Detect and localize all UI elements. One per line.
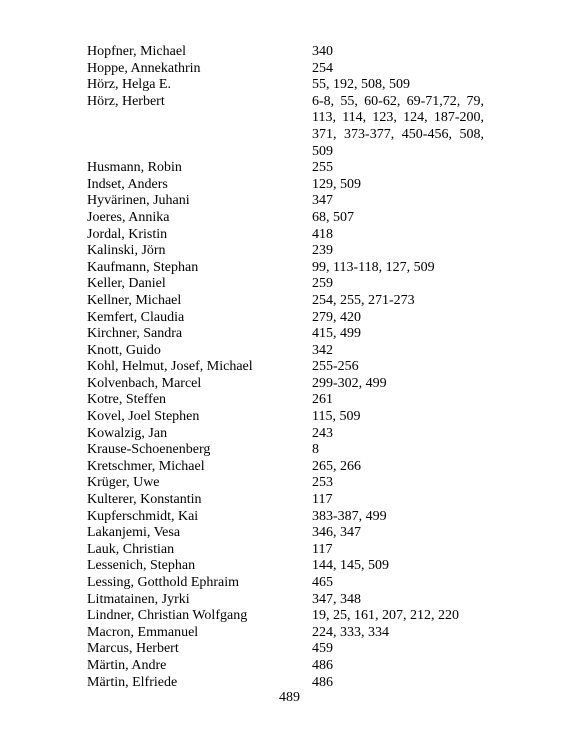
index-list bbox=[87, 44, 507, 691]
index-entry bbox=[87, 608, 507, 625]
entry-name: Hörz, Helga E. bbox=[87, 77, 171, 93]
entry-name: Indset, Anders bbox=[87, 176, 168, 192]
entry-name: Kemfert, Claudia bbox=[87, 309, 185, 325]
entry-name: Märtin, Elfriede bbox=[87, 674, 178, 690]
index-entry bbox=[87, 210, 507, 227]
index-entry bbox=[87, 359, 507, 376]
index-entry bbox=[87, 243, 507, 260]
entry-name: Marcus, Herbert bbox=[87, 641, 179, 657]
index-entry bbox=[87, 525, 507, 542]
index-entry bbox=[87, 641, 507, 658]
entry-name: Husmann, Robin bbox=[87, 160, 182, 176]
entry-name: Joeres, Annika bbox=[87, 209, 170, 225]
entry-name: Hyvärinen, Juhani bbox=[87, 193, 190, 209]
index-entry bbox=[87, 658, 507, 675]
entry-pages: 6-8, 55, 60-62, 69-71,72, 79, 113, 114, 123, 124, 187-200, 371, 373-377, 450-456, 508, 509 bbox=[312, 93, 484, 159]
entry-pages: 117 bbox=[312, 492, 333, 508]
entry-name: Kohl, Helmut, Josef, Michael bbox=[87, 359, 253, 375]
entry-pages: 129, 509 bbox=[312, 176, 361, 192]
entry-name: Kretschmer, Michael bbox=[87, 458, 205, 474]
entry-name: Lessenich, Stephan bbox=[87, 558, 196, 574]
entry-pages: 261 bbox=[312, 392, 333, 408]
entry-pages: 255-256 bbox=[312, 359, 359, 375]
entry-name: Hoppe, Annekathrin bbox=[87, 60, 201, 76]
index-entry bbox=[87, 94, 507, 160]
index-entry bbox=[87, 260, 507, 277]
entry-name: Jordal, Kristin bbox=[87, 226, 168, 242]
entry-pages: 68, 507 bbox=[312, 209, 354, 225]
entry-pages: 243 bbox=[312, 425, 333, 441]
entry-pages: 224, 333, 334 bbox=[312, 624, 389, 640]
entry-pages: 254 bbox=[312, 60, 333, 76]
index-entry bbox=[87, 293, 507, 310]
entry-pages: 144, 145, 509 bbox=[312, 558, 389, 574]
entry-pages: 486 bbox=[312, 674, 333, 690]
index-entry bbox=[87, 310, 507, 327]
entry-pages: 265, 266 bbox=[312, 458, 361, 474]
index-entry bbox=[87, 376, 507, 393]
entry-pages: 342 bbox=[312, 342, 333, 358]
index-entry bbox=[87, 343, 507, 360]
entry-name: Krause-Schoenenberg bbox=[87, 442, 211, 458]
index-entry bbox=[87, 77, 507, 94]
entry-pages: 459 bbox=[312, 641, 333, 657]
entry-pages: 255 bbox=[312, 160, 333, 176]
entry-name: Kalinski, Jörn bbox=[87, 243, 166, 259]
index-entry bbox=[87, 675, 507, 692]
entry-pages: 99, 113-118, 127, 509 bbox=[312, 259, 435, 275]
entry-pages: 415, 499 bbox=[312, 326, 361, 342]
entry-pages: 19, 25, 161, 207, 212, 220 bbox=[312, 608, 459, 624]
entry-pages: 253 bbox=[312, 475, 333, 491]
entry-name: Hopfner, Michael bbox=[87, 44, 186, 59]
index-entry bbox=[87, 227, 507, 244]
index-entry bbox=[87, 409, 507, 426]
index-entry bbox=[87, 442, 507, 459]
index-entry bbox=[87, 475, 507, 492]
entry-pages: 279, 420 bbox=[312, 309, 361, 325]
index-entry bbox=[87, 492, 507, 509]
entry-name: Litmatainen, Jyrki bbox=[87, 591, 190, 607]
entry-pages: 299-302, 499 bbox=[312, 375, 387, 391]
entry-pages: 383-387, 499 bbox=[312, 508, 387, 524]
entry-name: Lindner, Christian Wolfgang bbox=[87, 608, 248, 624]
index-entry bbox=[87, 459, 507, 476]
entry-pages: 347, 348 bbox=[312, 591, 361, 607]
index-entry bbox=[87, 542, 507, 559]
entry-pages: 239 bbox=[312, 243, 333, 259]
entry-name: Kovel, Joel Stephen bbox=[87, 409, 200, 425]
index-entry bbox=[87, 160, 507, 177]
entry-pages: 347 bbox=[312, 193, 333, 209]
index-entry bbox=[87, 625, 507, 642]
index-entry bbox=[87, 575, 507, 592]
entry-name: Keller, Daniel bbox=[87, 276, 166, 292]
index-entry bbox=[87, 44, 507, 61]
entry-name: Kellner, Michael bbox=[87, 292, 182, 308]
entry-name: Knott, Guido bbox=[87, 342, 161, 358]
index-entry bbox=[87, 326, 507, 343]
entry-name: Märtin, Andre bbox=[87, 657, 167, 673]
index-entry bbox=[87, 392, 507, 409]
index-entry bbox=[87, 509, 507, 526]
index-entry bbox=[87, 177, 507, 194]
entry-pages: 55, 192, 508, 509 bbox=[312, 77, 410, 93]
index-entry bbox=[87, 426, 507, 443]
entry-name: Kupferschmidt, Kai bbox=[87, 508, 199, 524]
entry-pages: 346, 347 bbox=[312, 525, 361, 541]
entry-pages: 340 bbox=[312, 44, 333, 59]
entry-name: Kirchner, Sandra bbox=[87, 326, 183, 342]
entry-name: Kaufmann, Stephan bbox=[87, 259, 199, 275]
entry-pages: 115, 509 bbox=[312, 409, 361, 425]
entry-pages: 259 bbox=[312, 276, 333, 292]
index-entry bbox=[87, 592, 507, 609]
entry-name: Kowalzig, Jan bbox=[87, 425, 168, 441]
entry-pages: 8 bbox=[312, 442, 319, 458]
entry-name: Lauk, Christian bbox=[87, 541, 175, 557]
page-number: 489 bbox=[279, 690, 300, 705]
entry-name: Hörz, Herbert bbox=[87, 93, 165, 109]
entry-pages: 254, 255, 271-273 bbox=[312, 292, 415, 308]
entry-name: Kotre, Steffen bbox=[87, 392, 167, 408]
entry-name: Macron, Emmanuel bbox=[87, 624, 199, 640]
index-entry bbox=[87, 193, 507, 210]
entry-pages: 486 bbox=[312, 657, 333, 673]
entry-pages: 418 bbox=[312, 226, 333, 242]
entry-pages: 465 bbox=[312, 575, 333, 590]
index-entry bbox=[87, 276, 507, 293]
entry-name: Lakanjemi, Vesa bbox=[87, 525, 181, 541]
entry-name: Krüger, Uwe bbox=[87, 475, 160, 491]
index-entry bbox=[87, 558, 507, 575]
entry-name: Kulterer, Konstantin bbox=[87, 492, 202, 508]
entry-name: Lessing, Gotthold Ephraim bbox=[87, 575, 240, 590]
entry-name: Kolvenbach, Marcel bbox=[87, 375, 202, 391]
index-entry bbox=[87, 61, 507, 78]
entry-pages: 117 bbox=[312, 541, 333, 557]
